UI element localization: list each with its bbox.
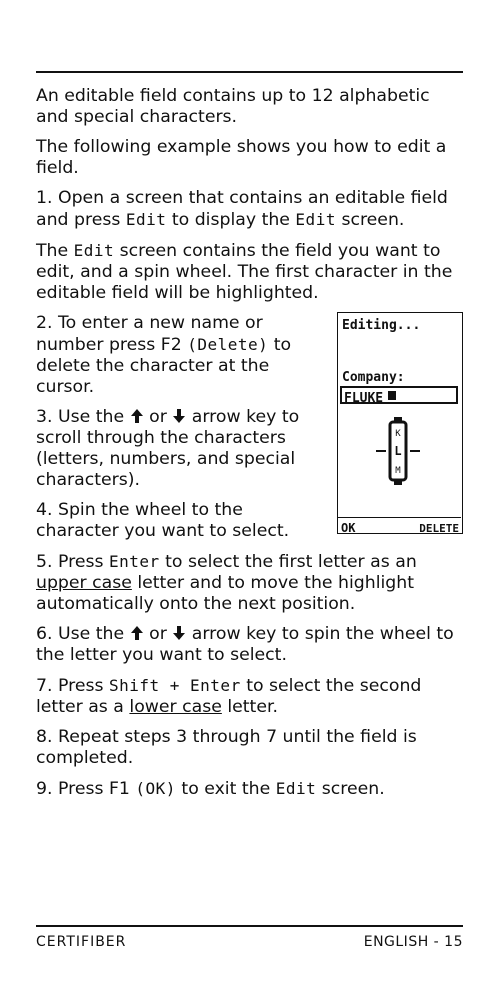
text: letter. [221,697,278,717]
text: 9. Press F1 [36,779,136,799]
text: screen contains the field you want to edit, and a spin wheel. The first character in the editable field will be highlighted. [36,241,453,303]
screen-label: Company: [342,370,405,385]
step-5 [36,551,466,615]
header-rule [36,71,463,73]
device-screen-figure [337,312,463,534]
text: to select the second letter as a [36,676,422,717]
text: to exit the [175,779,276,799]
text: The following example shows you how to edit a field. [36,137,447,178]
step-9 [36,778,466,800]
document-body [36,86,466,809]
key-label: Enter [108,552,160,571]
text: to display the [166,210,296,230]
key-label: Edit [125,210,167,229]
step-2 [36,313,326,398]
text: to delete the character at the cursor. [36,335,292,397]
wheel-letter-mid: L [394,444,402,458]
softkey-delete: DELETE [419,522,459,535]
paragraph-intro [36,86,466,128]
down-arrow-icon [172,409,186,423]
steps-narrow [36,313,326,542]
text: 6. Use the [36,624,130,644]
key-label: (OK) [135,779,176,798]
text: 5. Press [36,552,109,572]
step-1 [36,188,466,231]
key-label: Edit [295,210,336,229]
text: 3. Use the [36,407,130,427]
step-8 [36,727,466,769]
step-6 [36,624,466,666]
key-label: Edit [275,779,317,798]
text: or [143,624,173,644]
text: 8. Repeat steps 3 through 7 until the field is completed. [36,727,417,768]
key-label: Edit [73,241,115,260]
text: letter and to move the highlight automatically onto the next position. [36,573,415,614]
footer-rule [36,925,463,927]
paragraph-example [36,137,466,179]
step-3 [36,407,326,491]
text: screen. [335,210,405,230]
text: An editable field contains up to 12 alphabetic and special characters. [36,86,430,127]
paragraph-edit-screen [36,240,466,304]
footer-brand: CERTIFIBER [36,934,127,950]
editable-field [340,386,458,404]
screen-title: Editing... [342,318,421,333]
steps-with-screen [36,313,466,542]
key-label: Shift + Enter [108,676,241,695]
text: 4. Spin the wheel to the character you want to select. [36,500,290,541]
text: to select the first letter as an [159,552,417,572]
underlined-term: lower case [129,697,222,717]
key-label: (Delete) [187,335,269,354]
up-arrow-icon [130,626,144,640]
text: arrow key to scroll through the characters (letters, numbers, and special characters). [36,407,300,490]
wheel-letter-bottom: M [395,466,401,476]
text: 1. Open a screen that contains an editable field and press [36,188,448,230]
cursor-block-icon [388,391,396,400]
text: arrow key to spin the wheel to the letter you want to select. [36,624,454,665]
text: or [143,407,173,427]
step-4 [36,500,326,542]
underlined-term: upper case [36,573,132,593]
field-value: FLUKE [344,391,384,406]
wheel-letter-top: K [395,429,401,439]
down-arrow-icon [172,626,186,640]
step-7 [36,675,466,718]
text: screen. [316,779,385,799]
spin-wheel [362,416,436,486]
up-arrow-icon [130,409,144,423]
text: 2. To enter a new name or number press F2 [36,313,263,355]
text: 7. Press [36,676,109,696]
text: The [36,241,74,261]
footer-page-number: ENGLISH - 15 [363,934,463,950]
softkey-ok: OK [341,521,356,535]
